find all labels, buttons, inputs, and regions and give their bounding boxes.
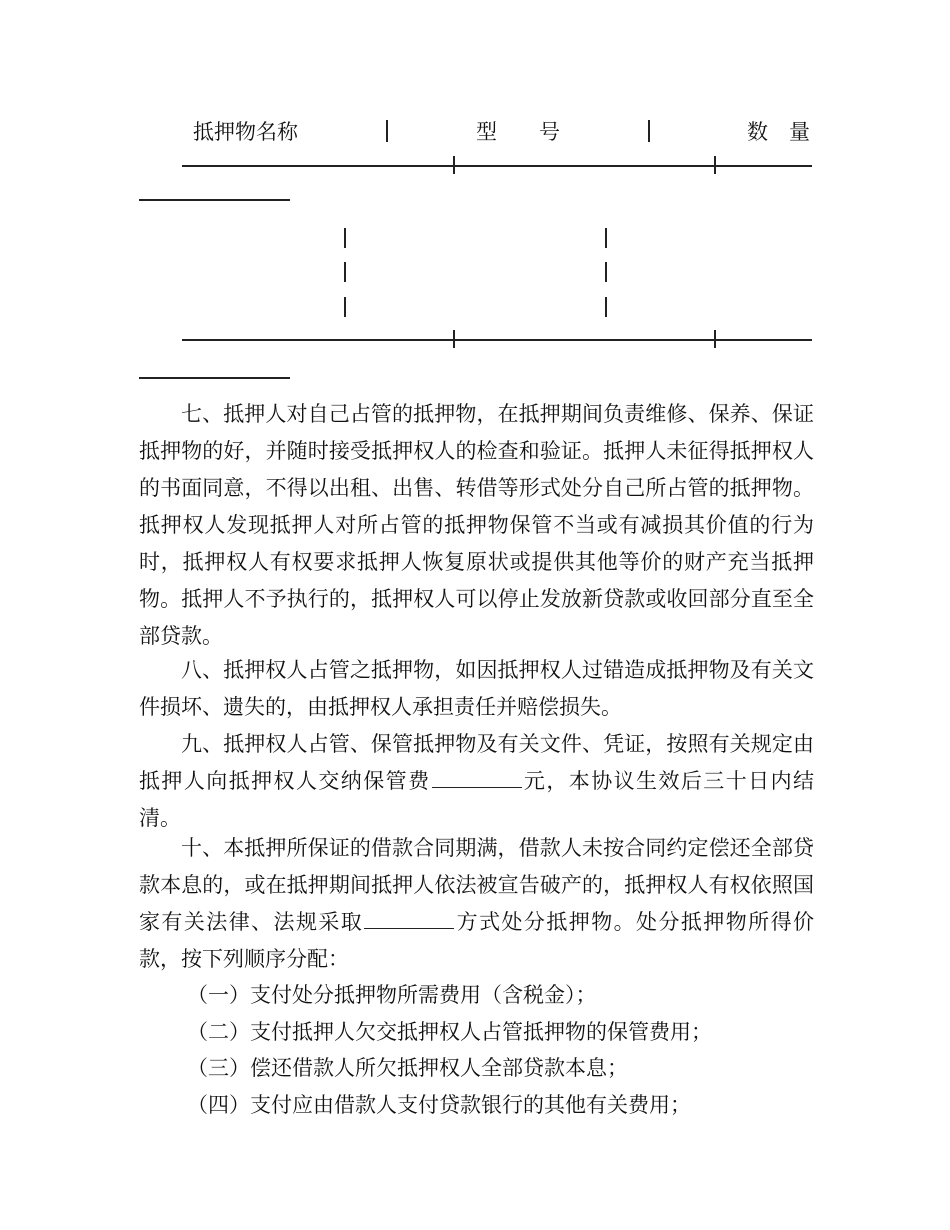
bottom-rule-tick-1 <box>453 330 455 348</box>
list-item: （一）支付处分抵押物所需费用（含税金）； <box>187 983 597 1007</box>
col-header-model: 型 号 <box>476 120 560 144</box>
row1-divider-2 <box>605 228 607 248</box>
clause-9-text-b: 元，本协议生效后三十日内结清。 <box>139 769 814 830</box>
header-divider-1 <box>386 120 388 142</box>
col-header-qty: 数 量 <box>747 120 810 144</box>
storage-fee-blank <box>432 767 522 788</box>
clause-10-text-a: 十、本抵押所保证的借款合同期满，借款人未按合同约定偿还全部贷款本息的，或在抵押期间抵押人依法被宣告破产的，抵押权人有权依照国家有关法律、法规采取 <box>139 836 814 934</box>
clause-9-text-a: 九、抵押权人占管、保管抵押物及有关文件、凭证，按照有关规定由抵押人向抵押权人交纳保管费 <box>139 732 814 793</box>
table-top-rule-wrap <box>139 199 290 201</box>
list-item: （四）支付应由借款人支付贷款银行的其他有关费用； <box>187 1093 691 1117</box>
table-bottom-rule-wrap <box>139 377 290 379</box>
rule-tick-1 <box>453 156 455 174</box>
row2-divider-2 <box>605 262 607 282</box>
list-item: （二）支付抵押人欠交抵押权人占管抵押物的保管费用； <box>187 1020 712 1044</box>
rule-tick-2 <box>714 156 716 174</box>
table-bottom-rule <box>182 339 812 341</box>
row3-divider-1 <box>344 297 346 317</box>
row1-divider-1 <box>344 228 346 248</box>
bottom-rule-tick-2 <box>714 330 716 348</box>
row2-divider-1 <box>344 262 346 282</box>
clause-9 <box>139 726 814 837</box>
disposal-method-blank <box>364 908 454 929</box>
col-header-name: 抵押物名称 <box>193 120 298 144</box>
clause-8: 八、抵押权人占管之抵押物，如因抵押权人过错造成抵押物及有关文件损坏、遗失的，由抵押权人承担责任并赔偿损失。 <box>139 658 814 719</box>
clause-10-text-b: 方式处分抵押物。处分抵押物所得价款，按下列顺序分配： <box>139 910 815 971</box>
list-item: （三）偿还借款人所欠抵押权人全部贷款本息； <box>187 1056 628 1080</box>
clause-7: 七、抵押人对自己占管的抵押物，在抵押期间负责维修、保养、保证抵押物的好，并随时接受抵押权人的检查和验证。抵押人未征得抵押权人的书面同意，不得以出租、出售、转借等形式处分自己所占管的抵押物。抵押权人发现抵押人对所占管的抵押物保管不当或有减损其价值的行为时，抵押权人有权要求抵押人恢复原状或提供其他等价的财产充当抵押物。抵押人不予执行的，抵押权人可以停止发放新贷款或收回部分直至全部贷款。 <box>139 402 814 648</box>
header-divider-2 <box>648 120 650 142</box>
clause-10 <box>139 830 814 978</box>
table-top-rule <box>182 165 812 167</box>
row3-divider-2 <box>605 297 607 317</box>
